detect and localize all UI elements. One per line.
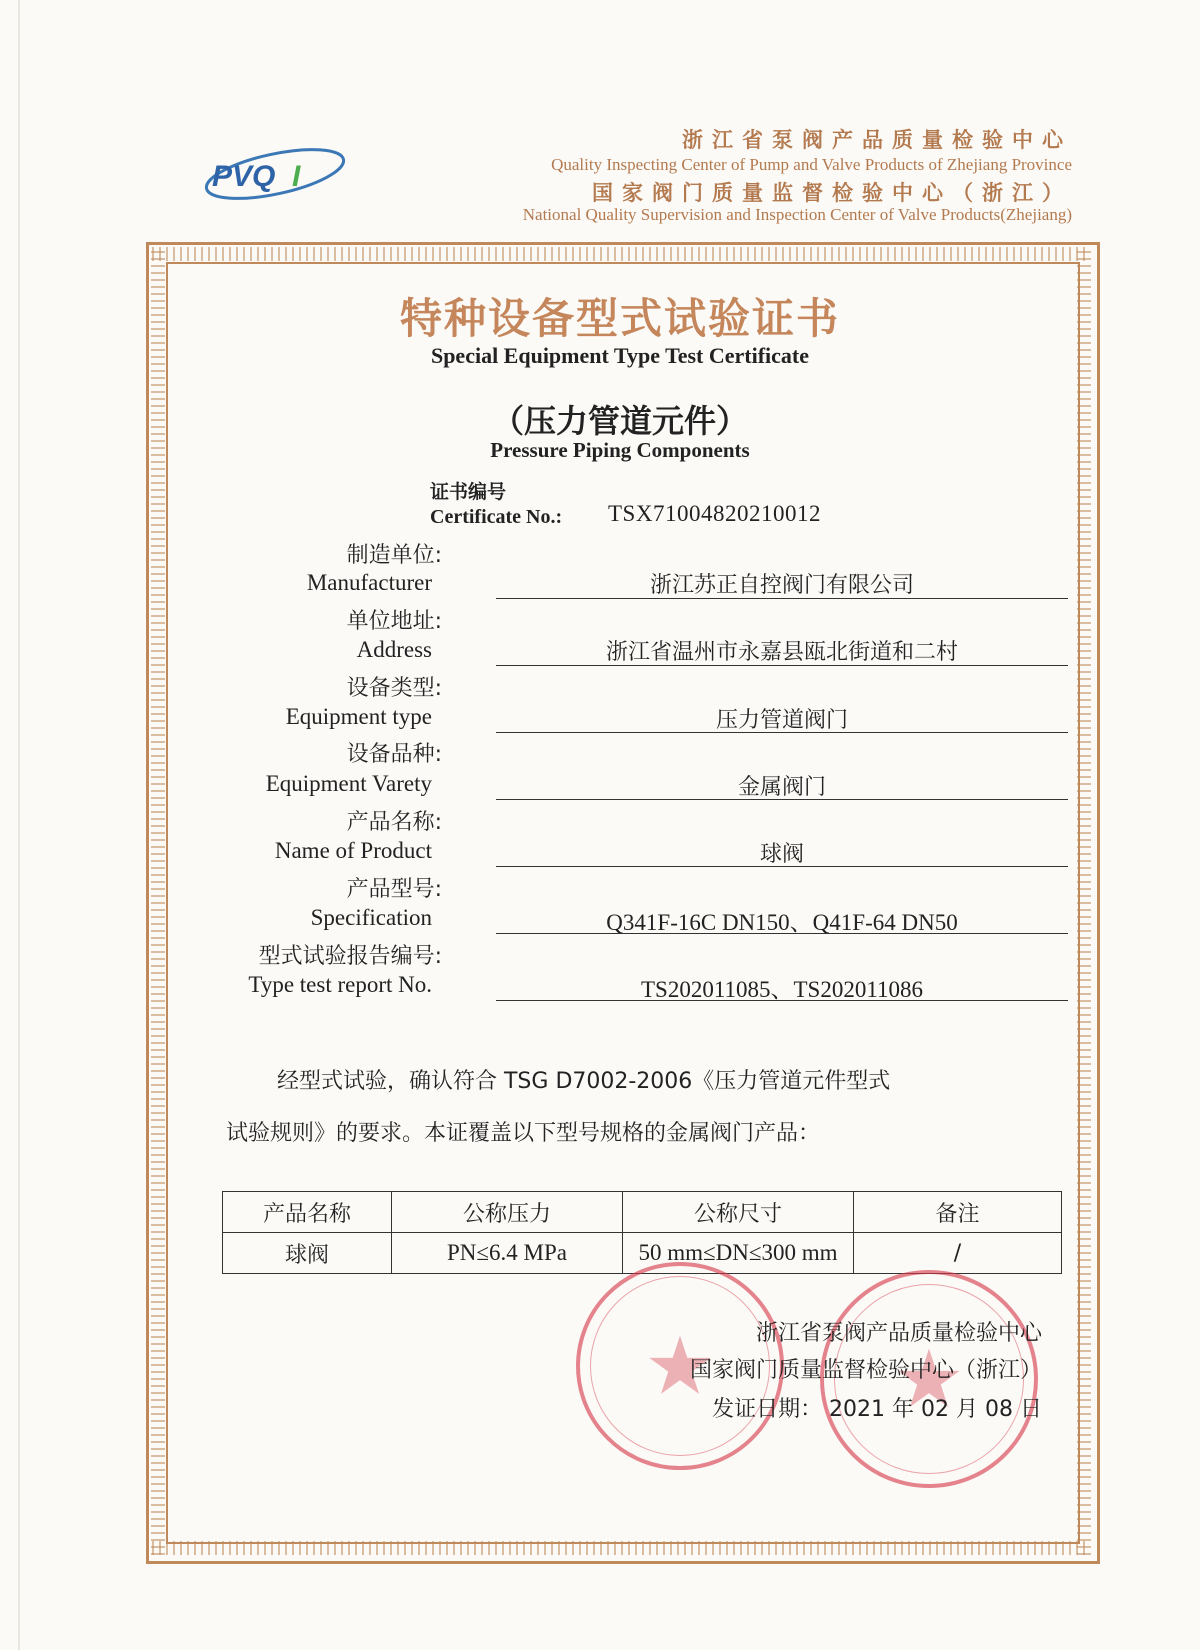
- certificate-no-label-en: Certificate No.:: [430, 506, 563, 528]
- manufacturer-underline: [496, 598, 1068, 599]
- svg-text:PVQ: PVQ: [212, 160, 276, 193]
- table-cell: /: [854, 1233, 1062, 1274]
- statement-line-2: 试验规则》的要求。本证覆盖以下型号规格的金属阀门产品：: [226, 1121, 821, 1146]
- table-cell: 球阀: [223, 1233, 392, 1274]
- org-name-cn-1: 浙江省泵阀产品质量检验中心: [682, 128, 1072, 152]
- svg-text:I: I: [292, 160, 301, 193]
- star-icon: ★: [893, 1332, 965, 1426]
- specification-underline: [496, 933, 1068, 934]
- table-cell: PN≤6.4 MPa: [392, 1233, 623, 1274]
- equipment-type-underline: [496, 732, 1068, 733]
- certificate-subtitle-en: Pressure Piping Components: [490, 438, 750, 462]
- certificate-title-en: Special Equipment Type Test Certificate: [430, 343, 810, 368]
- report-no-label-cn: 型式试验报告编号:: [258, 944, 442, 969]
- product-name-value: 球阀: [759, 842, 804, 867]
- paper-edge: [18, 0, 20, 1650]
- org-name-en-1: Quality Inspecting Center of Pump and Valve Products of Zhejiang Province: [551, 155, 1072, 174]
- equipment-variety-label-en: Equipment Varety: [265, 771, 432, 796]
- table-header-cell: 产品名称: [223, 1192, 392, 1233]
- table-header-cell: 公称压力: [392, 1192, 623, 1233]
- product-name-label-cn: 产品名称:: [346, 810, 442, 835]
- issue-date: 发证日期： 2021 年 02 月 08 日: [712, 1397, 1042, 1422]
- equipment-type-value: 压力管道阀门: [715, 708, 848, 733]
- org-name-en-2: National Quality Supervision and Inspection Center of Valve Products(Zhejiang): [522, 205, 1072, 224]
- report-no-label-en: Type test report No.: [248, 972, 432, 997]
- table-header-cell: 备注: [854, 1192, 1062, 1233]
- table-cell: 50 mm≤DN≤300 mm: [623, 1233, 854, 1274]
- address-label-cn: 单位地址:: [346, 609, 442, 634]
- org-name-cn-2: 国家阀门质量监督检验中心（浙江）: [592, 181, 1072, 205]
- manufacturer-label-en: Manufacturer: [306, 570, 432, 595]
- star-icon: ★: [644, 1319, 716, 1413]
- certificate-title-cn: 特种设备型式试验证书: [399, 294, 840, 343]
- equipment-variety-value: 金属阀门: [737, 775, 826, 800]
- issuer-name-1: 浙江省泵阀产品质量检验中心: [755, 1321, 1042, 1346]
- table-header-row: [223, 1192, 1062, 1233]
- equipment-type-label-en: Equipment type: [285, 704, 432, 729]
- address-value: 浙江省温州市永嘉县瓯北街道和二村: [605, 640, 958, 665]
- certificate-subtitle-cn: （压力管道元件）: [491, 402, 748, 440]
- manufacturer-label-cn: 制造单位:: [346, 543, 442, 568]
- equipment-variety-label-cn: 设备品种:: [346, 742, 442, 767]
- certificate-no-value: TSX71004820210012: [608, 501, 821, 526]
- report-no-underline: [496, 1000, 1068, 1001]
- specification-label-cn: 产品型号:: [346, 877, 442, 902]
- equipment-variety-underline: [496, 799, 1068, 800]
- table-header-cell: 公称尺寸: [623, 1192, 854, 1233]
- table-row: [223, 1233, 1062, 1274]
- certificate-no-label-cn: 证书编号: [430, 481, 507, 503]
- report-no-value: TS202011085、TS202011086: [641, 977, 923, 1002]
- pvqi-logo: [200, 140, 350, 220]
- scope-table: [222, 1191, 1062, 1274]
- product-name-label-en: Name of Product: [274, 838, 432, 863]
- equipment-type-label-cn: 设备类型:: [346, 676, 442, 701]
- statement-line-1: 经型式试验，确认符合 TSG D7002-2006《压力管道元件型式: [277, 1069, 891, 1094]
- address-underline: [496, 665, 1068, 666]
- specification-label-en: Specification: [310, 905, 432, 930]
- product-name-underline: [496, 866, 1068, 867]
- address-label-en: Address: [356, 637, 432, 662]
- specification-value: Q341F-16C DN150、Q41F-64 DN50: [606, 910, 958, 935]
- border-pattern-top: [152, 247, 1090, 261]
- issuer-name-2: 国家阀门质量监督检验中心（浙江）: [689, 1358, 1042, 1383]
- manufacturer-value: 浙江苏正自控阀门有限公司: [649, 573, 914, 598]
